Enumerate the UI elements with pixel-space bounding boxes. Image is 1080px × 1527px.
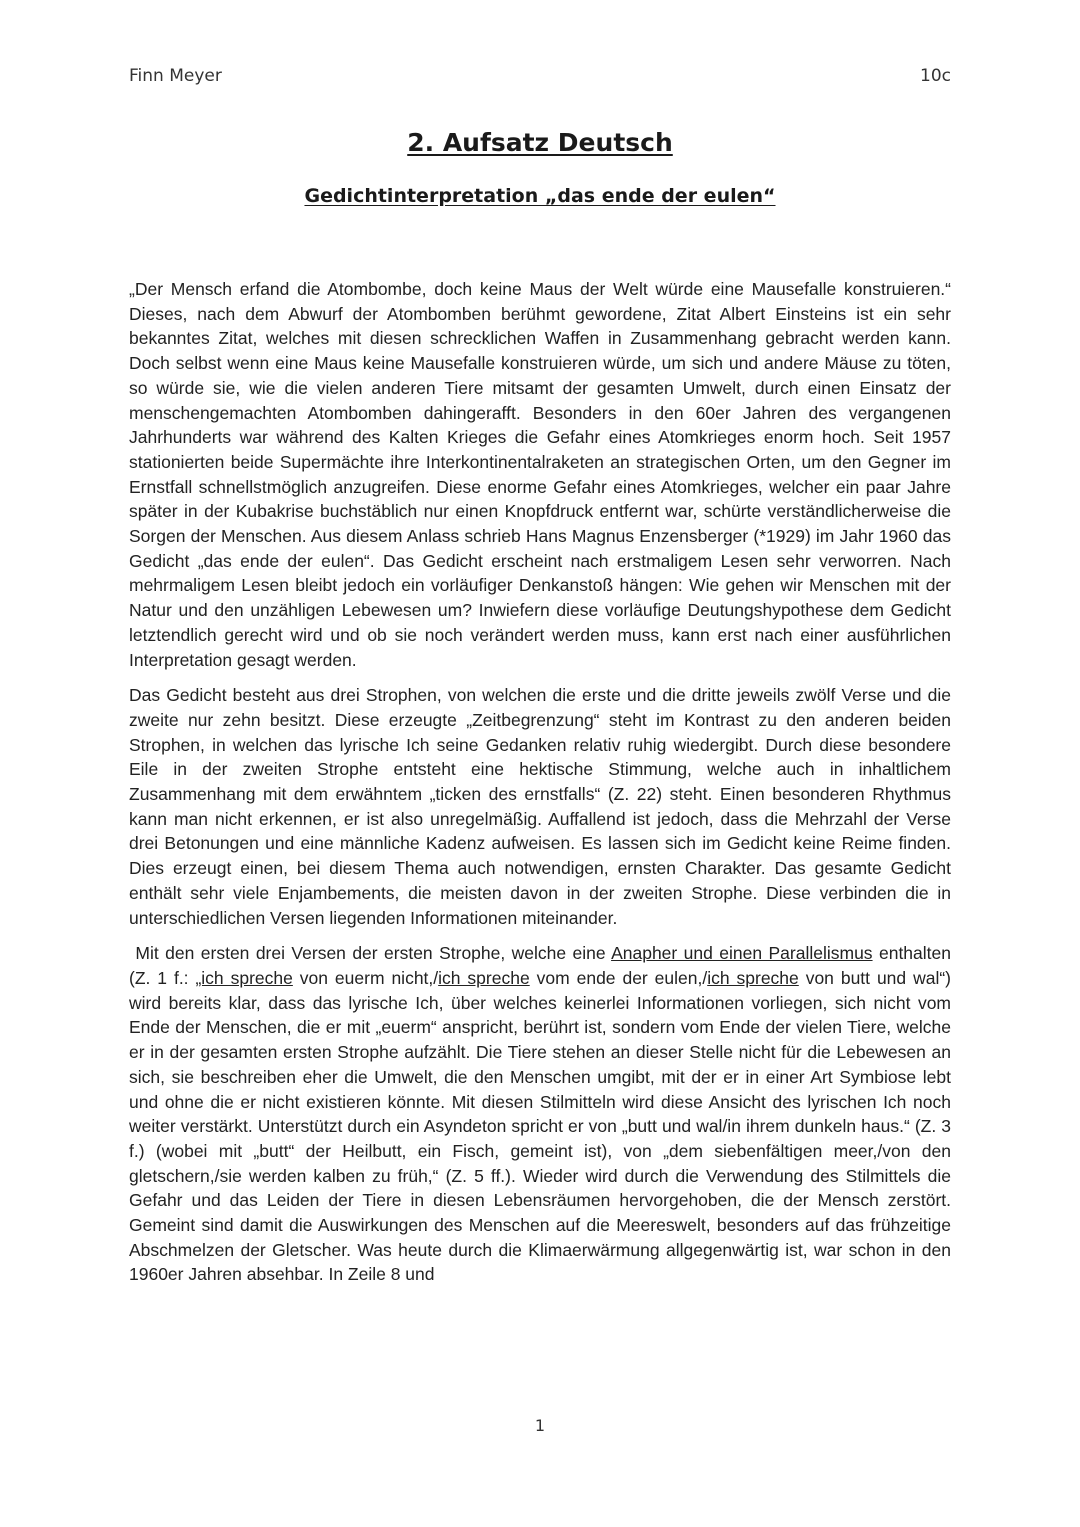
header-author: Finn Meyer	[129, 66, 222, 86]
essay-body	[129, 277, 951, 1298]
paragraph-3-text: vom ende der eulen,/	[529, 967, 708, 988]
underlined-phrase: Anapher und einen Parallelismus	[611, 943, 873, 964]
paragraph-3-text: enthalten (Z. 1 f.:	[129, 943, 951, 988]
paragraph-3-text: Mit den ersten drei Versen der ersten Strophe, welche eine	[135, 943, 612, 964]
underlined-phrase: „ich spreche	[195, 967, 293, 988]
underlined-phrase: ich spreche	[707, 967, 799, 988]
paragraph-3-text: von butt und wal“) wird bereits klar, dass das lyrische Ich, über welches keinerlei Informationen vorliegen, sich nicht vom Ende der Menschen, die er mit „euerm“ anspricht, berührt ist, sondern vom Ende der vielen Tiere, welche er in der gesamten ersten Strophe aufzählt. Die Tiere stehen an dieser Stelle nicht für die Lebewesen an sich, sie beschreiben eher die Umwelt, die den Menschen umgibt, mit der er in einer Art Symbiose lebt und ohne die er nicht existieren könnte. Mit diesen Stilmitteln wird diese Ansicht des lyrischen Ich noch weiter verstärkt. Unterstützt durch ein Asyndeton spricht er von „butt und wal/in ihrem dunkeln haus.“ (Z. 3 f.) (wobei mit „butt“ der Heilbutt, ein Fisch, gemeint ist), von „dem siebenfältigen meer,/von den gletschern,/sie werden kalben zu früh,“ (Z. 5 ff.). Wieder wird durch die Verwendung des Stilmittels die Gefahr und das Leiden der Tiere in diesen Lebensräumen hervorgehoben, die der Mensch zerstört. Gemeint sind damit die Auswirkungen des Menschen auf die Meereswelt, besonders auf das frühzeitige Abschmelzen der Gletscher. Was heute durch die Klimaerwärmung allgegenwärtig ist, war schon in den 1960er Jahren absehbar. In Zeile 8 und	[129, 967, 951, 1285]
underlined-phrase: ich spreche	[438, 967, 530, 988]
page-number: 1	[534, 1416, 546, 1435]
paragraph-3-text: von euerm nicht,/	[292, 967, 439, 988]
paragraph-2: Das Gedicht besteht aus drei Strophen, von welchen die erste und die dritte jeweils zwölf Verse und die zweite nur zehn besitzt. Diese erzeugte „Zeitbegrenzung“ steht im Kontrast zu den anderen beiden Strophen, in welchen das lyrische Ich seine Gedanken relativ ruhig wiedergibt. Durch diese besondere Eile in der zweiten Strophe entsteht eine hektische Stimmung, welche auch in inhaltlichem Zusammenhang mit dem erwähntem „ticken des ernstfalls“ (Z. 22) steht. Einen besonderen Rhythmus kann man nicht erkennen, er ist also unregelmäßig. Auffallend ist jedoch, dass die Mehrzahl der Verse drei Betonungen und eine männliche Kadenz aufweisen. Es lassen sich im Gedicht keine Reime finden. Dies erzeugt einen, bei diesem Thema auch notwendigen, ernsten Charakter. Das gesamte Gedicht enthält sehr viele Enjambements, die meisten davon in der zweiten Strophe. Diese verbinden die in unterschiedlichen Versen liegenden Informationen miteinander.	[129, 685, 951, 928]
paragraph-3	[129, 941, 951, 1287]
paragraph-1: „Der Mensch erfand die Atombombe, doch keine Maus der Welt würde eine Mausefalle konstruieren.“ Dieses, nach dem Abwurf der Atombomben berühmt gewordene, Zitat Albert Einsteins ist ein sehr bekanntes Zitat, welches mit diesen schrecklichen Waffen in Zusammenhang gebracht werden kann. Doch selbst wenn eine Maus keine Mausefalle konstruieren würde, um sich und andere Mäuse zu töten, so würde sie, wie die vielen anderen Tiere mitsamt der gesamten Umwelt, durch einen Einsatz der menschengemachten Atombomben dahingerafft. Besonders in den 60er Jahren des vergangenen Jahrhunderts war während des Kalten Krieges die Gefahr eines Atomkrieges enorm hoch. Seit 1957 stationierten beide Supermächte ihre Interkontinentalraketen an strategischen Orten, um den Gegner im Ernstfall schnellstmöglich anzugreifen. Diese enorme Gefahr eines Atomkrieges, welcher ein paar Jahre später in der Kubakrise buchstäblich nur einen Knopfdruck entfernt war, schürte verständlicherweise die Sorgen der Menschen. Aus diesem Anlass schrieb Hans Magnus Enzensberger (*1929) im Jahr 1960 das Gedicht „das ende der eulen“. Das Gedicht erscheint nach erstmaligem Lesen sehr verworren. Nach mehrmaligem Lesen bleibt jedoch ein vorläufiger Denkanstoß hängen: Wie gehen wir Menschen mit der Natur und den unzähligen Lebewesen um? Inwiefern diese vorläufige Deutungshypothese dem Gedicht letztendlich gerecht wird und ob sie noch verändert werden muss, kann erst nach einer ausführlichen Interpretation gesagt werden.	[129, 279, 951, 670]
document-subtitle: Gedichtinterpretation „das ende der eulen“	[304, 185, 776, 207]
document-title: 2. Aufsatz Deutsch	[407, 128, 673, 157]
header-class: 10c	[920, 66, 951, 86]
